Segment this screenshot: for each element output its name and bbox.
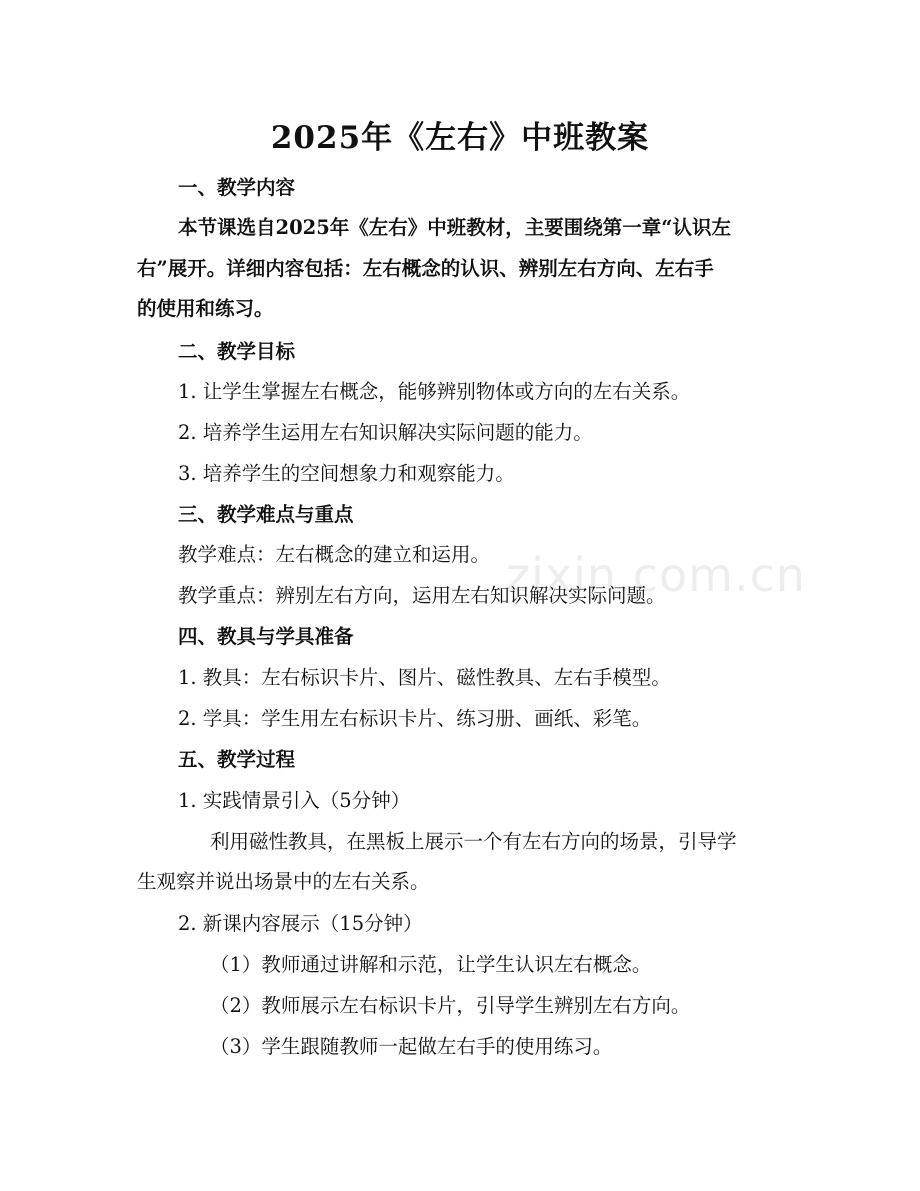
section-heading-goals: 二、教学目标: [178, 340, 296, 363]
list-item: （1）教师通过讲解和示范，让学生认识左右概念。: [210, 953, 652, 976]
section-heading-difficulties: 三、教学难点与重点: [178, 503, 354, 526]
list-item: 1. 让学生掌握左右概念，能够辨别物体或方向的左右关系。: [178, 380, 691, 403]
step-heading: 1. 实践情景引入（5分钟）: [178, 789, 411, 812]
list-item: 3. 培养学生的空间想象力和观察能力。: [178, 462, 515, 485]
paragraph-line: 生观察并说出场景中的左右关系。: [137, 870, 430, 893]
paragraph-line: 本节课选自2025年《左右》中班教材，主要围绕第一章“认识左: [178, 216, 731, 239]
list-item: 2. 学具：学生用左右标识卡片、练习册、画纸、彩笔。: [178, 707, 652, 730]
section-heading-process: 五、教学过程: [178, 748, 296, 771]
list-item: 教学难点：左右概念的建立和运用。: [178, 543, 491, 566]
list-item: 1. 教具：左右标识卡片、图片、磁性教具、左右手模型。: [178, 666, 671, 689]
paragraph-line: 利用磁性教具，在黑板上展示一个有左右方向的场景，引导学: [210, 830, 737, 853]
step-heading: 2. 新课内容展示（15分钟）: [178, 912, 423, 935]
page-title: 2025年《左右》中班教案: [270, 120, 650, 156]
paragraph-line: 的使用和练习。: [137, 297, 274, 320]
paragraph-line: 右”展开。详细内容包括：左右概念的认识、辨别左右方向、左右手: [137, 257, 714, 280]
list-item: （2）教师展示左右标识卡片，引导学生辨别左右方向。: [210, 994, 691, 1017]
list-item: 教学重点：辨别左右方向，运用左右知识解决实际问题。: [178, 584, 666, 607]
section-heading-materials: 四、教具与学具准备: [178, 625, 354, 648]
list-item: 2. 培养学生运用左右知识解决实际问题的能力。: [178, 421, 593, 444]
section-heading-content: 一、教学内容: [178, 176, 296, 199]
watermark: zixin.com.cn: [506, 548, 807, 602]
list-item: （3）学生跟随教师一起做左右手的使用练习。: [210, 1035, 613, 1058]
